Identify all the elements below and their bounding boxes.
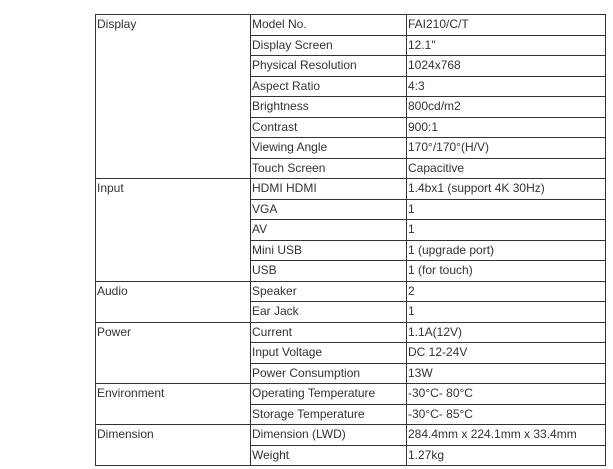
spec-label: Power Consumption <box>251 363 407 384</box>
spec-value: 800cd/m2 <box>407 97 606 118</box>
spec-label: HDMI HDMI <box>251 179 407 200</box>
spec-value: 1 (for touch) <box>407 261 606 282</box>
category-cell-dimension: Dimension <box>96 425 251 466</box>
spec-value: FAI210/C/T <box>407 15 606 36</box>
spec-label: Viewing Angle <box>251 138 407 159</box>
spec-value: 12.1" <box>407 35 606 56</box>
spec-value: 1.4bx1 (support 4K 30Hz) <box>407 179 606 200</box>
table-row <box>96 179 606 200</box>
spec-value: Capacitive <box>407 158 606 179</box>
spec-value: 170°/170°(H/V) <box>407 138 606 159</box>
spec-label: Weight <box>251 445 407 466</box>
category-cell-display: Display <box>96 15 251 179</box>
table-row <box>96 322 606 343</box>
spec-label: Touch Screen <box>251 158 407 179</box>
spec-value: 1024x768 <box>407 56 606 77</box>
spec-value: 1.27kg <box>407 445 606 466</box>
table-row <box>96 15 606 36</box>
spec-label: Aspect Ratio <box>251 76 407 97</box>
category-cell-environment: Environment <box>96 384 251 425</box>
spec-label: Physical Resolution <box>251 56 407 77</box>
spec-label: Storage Temperature <box>251 404 407 425</box>
spec-label: Speaker <box>251 281 407 302</box>
spec-label: Operating Temperature <box>251 384 407 405</box>
table-row <box>96 384 606 405</box>
spec-value: 1 <box>407 199 606 220</box>
spec-value: DC 12-24V <box>407 343 606 364</box>
spec-value: 1.1A(12V) <box>407 322 606 343</box>
spec-table <box>95 14 606 466</box>
table-row <box>96 425 606 446</box>
spec-value: 1 <box>407 302 606 323</box>
category-cell-power: Power <box>96 322 251 384</box>
spec-label: Current <box>251 322 407 343</box>
spec-label: Model No. <box>251 15 407 36</box>
spec-value: 13W <box>407 363 606 384</box>
spec-value: 1 (upgrade port) <box>407 240 606 261</box>
category-cell-input: Input <box>96 179 251 282</box>
spec-label: Input Voltage <box>251 343 407 364</box>
spec-value: 2 <box>407 281 606 302</box>
spec-value: -30°C- 85°C <box>407 404 606 425</box>
spec-label: VGA <box>251 199 407 220</box>
spec-label: Ear Jack <box>251 302 407 323</box>
spec-label: Brightness <box>251 97 407 118</box>
spec-value: 1 <box>407 220 606 241</box>
spec-label: Dimension (LWD) <box>251 425 407 446</box>
spec-value: 284.4mm x 224.1mm x 33.4mm <box>407 425 606 446</box>
spec-label: Display Screen <box>251 35 407 56</box>
spec-label: Contrast <box>251 117 407 138</box>
spec-value: 4:3 <box>407 76 606 97</box>
spec-label: Mini USB <box>251 240 407 261</box>
category-cell-audio: Audio <box>96 281 251 322</box>
spec-label: USB <box>251 261 407 282</box>
spec-label: AV <box>251 220 407 241</box>
spec-value: 900:1 <box>407 117 606 138</box>
spec-value: -30°C- 80°C <box>407 384 606 405</box>
table-row <box>96 281 606 302</box>
